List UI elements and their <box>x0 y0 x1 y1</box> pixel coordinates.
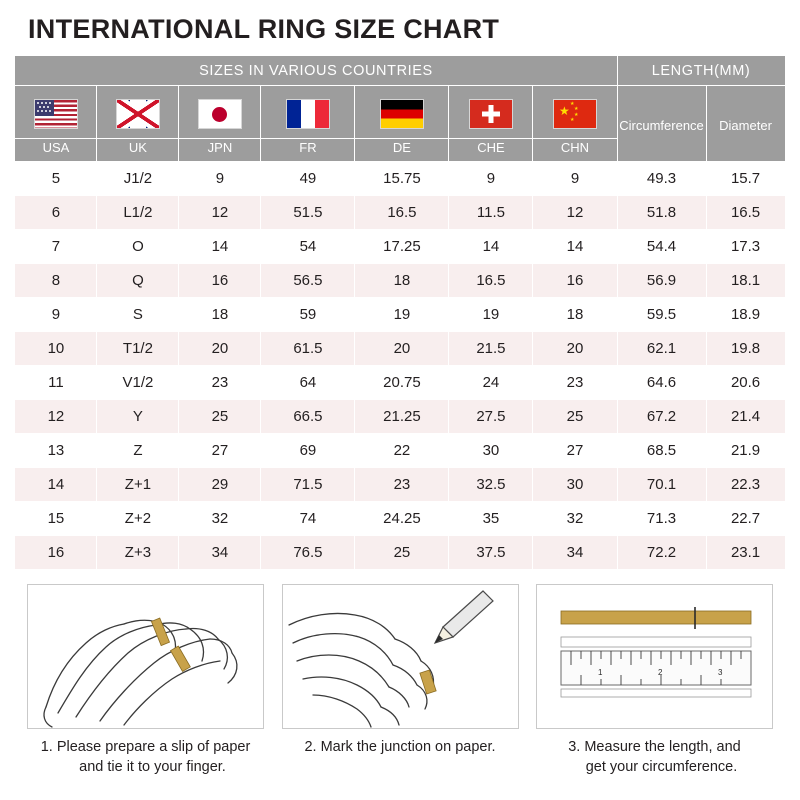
cell-che: 16.5 <box>449 264 533 298</box>
flag-cell-uk <box>97 86 179 139</box>
cell-fr: 54 <box>261 230 355 264</box>
step-1-caption <box>27 737 264 777</box>
cell-fr: 74 <box>261 502 355 536</box>
cell-circumference: 64.6 <box>617 366 706 400</box>
step-2-caption-line1: 2. Mark the junction on paper. <box>304 739 496 755</box>
cell-de: 17.25 <box>355 230 449 264</box>
step-1-caption-line1: 1. Please prepare a slip of paper <box>40 739 251 755</box>
flag-france-icon <box>286 99 330 129</box>
column-header-fr: FR <box>261 139 355 162</box>
cell-jpn: 14 <box>179 230 261 264</box>
ring-size-table <box>14 55 785 570</box>
step-1-illustration-frame <box>27 584 264 729</box>
cell-usa: 10 <box>15 332 97 366</box>
column-header-jpn: JPN <box>179 139 261 162</box>
cell-circumference: 72.2 <box>617 536 706 570</box>
instruction-step-3 <box>536 584 773 777</box>
step-2-illustration-frame <box>282 584 519 729</box>
cell-uk: O <box>97 230 179 264</box>
flag-germany-icon <box>380 99 424 129</box>
cell-usa: 15 <box>15 502 97 536</box>
column-header-circumference: Circumference <box>617 86 706 162</box>
cell-fr: 69 <box>261 434 355 468</box>
step-3-caption <box>536 737 773 777</box>
cell-usa: 14 <box>15 468 97 502</box>
cell-jpn: 20 <box>179 332 261 366</box>
column-header-chn: CHN <box>533 139 617 162</box>
cell-de: 23 <box>355 468 449 502</box>
cell-uk: T1/2 <box>97 332 179 366</box>
cell-uk: L1/2 <box>97 196 179 230</box>
instruction-step-1 <box>27 584 264 777</box>
hand-with-paper-strip-illustration <box>28 585 264 729</box>
flag-cell-de <box>355 86 449 139</box>
cell-diameter: 18.9 <box>706 298 785 332</box>
cell-uk: J1/2 <box>97 162 179 196</box>
flag-usa-icon <box>34 99 78 129</box>
cell-chn: 12 <box>533 196 617 230</box>
cell-chn: 20 <box>533 332 617 366</box>
cell-usa: 13 <box>15 434 97 468</box>
flag-switzerland-icon <box>469 99 513 129</box>
cell-che: 21.5 <box>449 332 533 366</box>
cell-de: 20.75 <box>355 366 449 400</box>
table-body <box>15 162 785 570</box>
cell-uk: Z+2 <box>97 502 179 536</box>
flag-cell-chn <box>533 86 617 139</box>
table-row <box>15 298 785 332</box>
table-row <box>15 366 785 400</box>
cell-usa: 12 <box>15 400 97 434</box>
hand-marking-with-pen-illustration <box>283 585 519 729</box>
cell-chn: 25 <box>533 400 617 434</box>
cell-diameter: 22.7 <box>706 502 785 536</box>
table-row <box>15 434 785 468</box>
table-row <box>15 162 785 196</box>
cell-che: 9 <box>449 162 533 196</box>
cell-usa: 9 <box>15 298 97 332</box>
step-3-caption-line2: get your circumference. <box>585 759 738 775</box>
flag-cell-che <box>449 86 533 139</box>
cell-fr: 66.5 <box>261 400 355 434</box>
flag-uk-icon <box>116 99 160 129</box>
cell-chn: 27 <box>533 434 617 468</box>
cell-jpn: 29 <box>179 468 261 502</box>
svg-text:1: 1 <box>598 668 603 677</box>
cell-de: 24.25 <box>355 502 449 536</box>
cell-fr: 61.5 <box>261 332 355 366</box>
cell-usa: 7 <box>15 230 97 264</box>
cell-circumference: 49.3 <box>617 162 706 196</box>
column-header-usa: USA <box>15 139 97 162</box>
cell-circumference: 54.4 <box>617 230 706 264</box>
cell-che: 32.5 <box>449 468 533 502</box>
step-1-caption-line2: and tie it to your finger. <box>79 759 226 775</box>
table-group-header-row <box>15 56 785 86</box>
cell-de: 21.25 <box>355 400 449 434</box>
column-header-che: CHE <box>449 139 533 162</box>
table-row <box>15 264 785 298</box>
cell-fr: 56.5 <box>261 264 355 298</box>
column-header-diameter: Diameter <box>706 86 785 162</box>
cell-chn: 18 <box>533 298 617 332</box>
cell-uk: Z+3 <box>97 536 179 570</box>
instruction-step-2 <box>282 584 519 777</box>
cell-circumference: 51.8 <box>617 196 706 230</box>
svg-text:2: 2 <box>658 668 663 677</box>
ruler-measuring-paper-strip-illustration <box>537 585 773 729</box>
cell-de: 20 <box>355 332 449 366</box>
cell-fr: 51.5 <box>261 196 355 230</box>
cell-usa: 11 <box>15 366 97 400</box>
table-row <box>15 332 785 366</box>
cell-circumference: 68.5 <box>617 434 706 468</box>
cell-fr: 49 <box>261 162 355 196</box>
cell-de: 18 <box>355 264 449 298</box>
cell-chn: 14 <box>533 230 617 264</box>
cell-diameter: 21.9 <box>706 434 785 468</box>
page-title: INTERNATIONAL RING SIZE CHART <box>28 14 500 44</box>
table-row <box>15 468 785 502</box>
cell-usa: 16 <box>15 536 97 570</box>
cell-che: 14 <box>449 230 533 264</box>
group-header-length: LENGTH(MM) <box>617 56 785 86</box>
cell-de: 19 <box>355 298 449 332</box>
cell-usa: 5 <box>15 162 97 196</box>
step-2-caption <box>282 737 519 757</box>
flag-china-icon: ★ ★ ★ ★ ★ <box>553 99 597 129</box>
cell-che: 37.5 <box>449 536 533 570</box>
cell-chn: 34 <box>533 536 617 570</box>
cell-diameter: 17.3 <box>706 230 785 264</box>
flag-cell-fr <box>261 86 355 139</box>
cell-che: 11.5 <box>449 196 533 230</box>
cell-chn: 30 <box>533 468 617 502</box>
cell-diameter: 22.3 <box>706 468 785 502</box>
cell-chn: 16 <box>533 264 617 298</box>
cell-circumference: 71.3 <box>617 502 706 536</box>
cell-jpn: 25 <box>179 400 261 434</box>
table-row <box>15 502 785 536</box>
flag-cell-jpn <box>179 86 261 139</box>
cell-diameter: 20.6 <box>706 366 785 400</box>
cell-diameter: 19.8 <box>706 332 785 366</box>
cell-de: 25 <box>355 536 449 570</box>
cell-circumference: 56.9 <box>617 264 706 298</box>
cell-jpn: 27 <box>179 434 261 468</box>
cell-che: 35 <box>449 502 533 536</box>
cell-diameter: 15.7 <box>706 162 785 196</box>
cell-jpn: 9 <box>179 162 261 196</box>
instruction-panels <box>27 584 773 777</box>
cell-de: 15.75 <box>355 162 449 196</box>
cell-fr: 64 <box>261 366 355 400</box>
step-3-caption-line1: 3. Measure the length, and <box>568 739 741 755</box>
cell-che: 19 <box>449 298 533 332</box>
cell-usa: 6 <box>15 196 97 230</box>
cell-fr: 76.5 <box>261 536 355 570</box>
table-row <box>15 230 785 264</box>
step-3-illustration-frame <box>536 584 773 729</box>
flag-japan-icon <box>198 99 242 129</box>
cell-chn: 9 <box>533 162 617 196</box>
group-header-sizes: SIZES IN VARIOUS COUNTRIES <box>15 56 617 86</box>
cell-diameter: 16.5 <box>706 196 785 230</box>
cell-uk: V1/2 <box>97 366 179 400</box>
cell-de: 22 <box>355 434 449 468</box>
cell-che: 24 <box>449 366 533 400</box>
cell-circumference: 62.1 <box>617 332 706 366</box>
cell-jpn: 16 <box>179 264 261 298</box>
column-header-uk: UK <box>97 139 179 162</box>
cell-jpn: 34 <box>179 536 261 570</box>
cell-che: 27.5 <box>449 400 533 434</box>
column-header-de: DE <box>355 139 449 162</box>
cell-circumference: 59.5 <box>617 298 706 332</box>
cell-diameter: 21.4 <box>706 400 785 434</box>
table-row <box>15 196 785 230</box>
cell-che: 30 <box>449 434 533 468</box>
cell-chn: 23 <box>533 366 617 400</box>
flag-cell-usa <box>15 86 97 139</box>
cell-usa: 8 <box>15 264 97 298</box>
cell-jpn: 18 <box>179 298 261 332</box>
cell-jpn: 23 <box>179 366 261 400</box>
cell-uk: Z+1 <box>97 468 179 502</box>
table-row <box>15 536 785 570</box>
table-row <box>15 400 785 434</box>
svg-text:3: 3 <box>718 668 723 677</box>
cell-chn: 32 <box>533 502 617 536</box>
cell-diameter: 18.1 <box>706 264 785 298</box>
cell-fr: 59 <box>261 298 355 332</box>
cell-de: 16.5 <box>355 196 449 230</box>
cell-fr: 71.5 <box>261 468 355 502</box>
cell-uk: S <box>97 298 179 332</box>
cell-jpn: 12 <box>179 196 261 230</box>
table-flag-row <box>15 86 785 139</box>
cell-uk: Z <box>97 434 179 468</box>
cell-circumference: 70.1 <box>617 468 706 502</box>
cell-circumference: 67.2 <box>617 400 706 434</box>
cell-jpn: 32 <box>179 502 261 536</box>
cell-uk: Y <box>97 400 179 434</box>
cell-uk: Q <box>97 264 179 298</box>
cell-diameter: 23.1 <box>706 536 785 570</box>
